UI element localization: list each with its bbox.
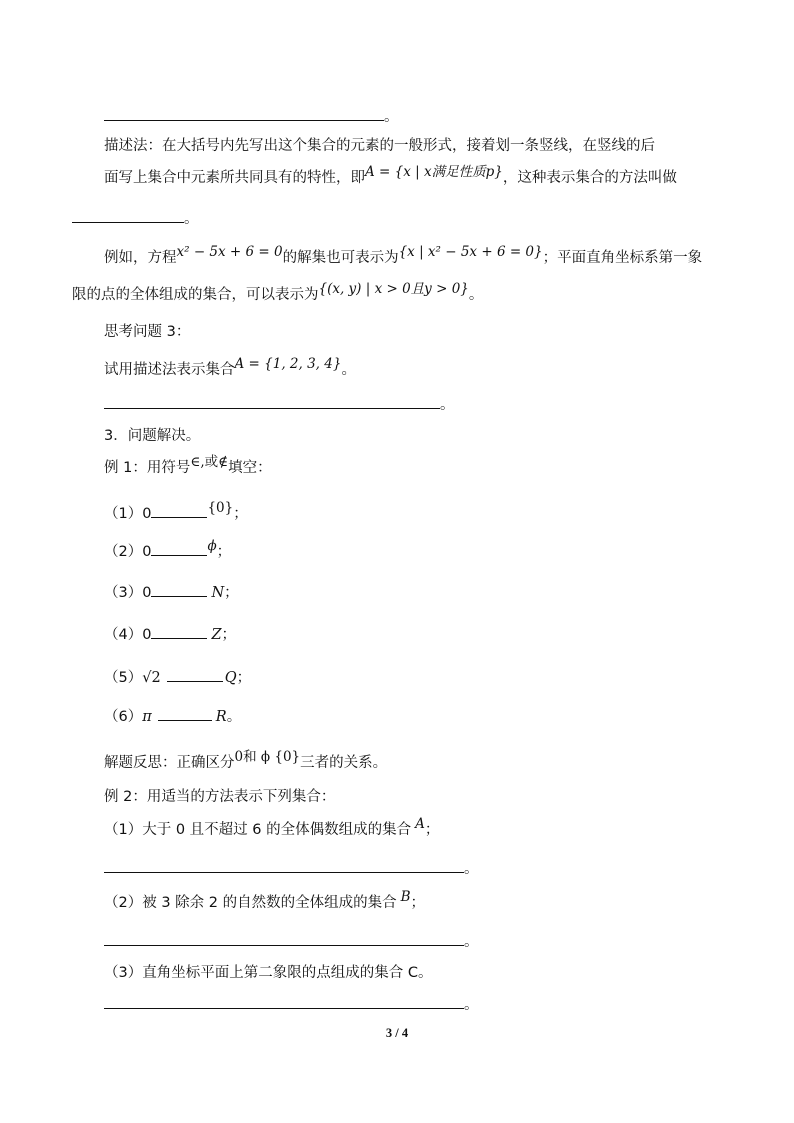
- blank-line[interactable]: [104, 106, 384, 121]
- example-line-1: 例如，方程x² − 5x + 6 = 0的解集也可表示为{x | x² − 5x + 6 = 0}；平面直角坐标系第一象: [104, 244, 703, 266]
- example-1-title: 例 1：用符号∈,或∉填空：: [104, 454, 272, 476]
- answer-line-1: 。: [104, 106, 399, 127]
- blank-line[interactable]: [158, 706, 212, 721]
- set-a-formula: A = {1, 2, 3, 4}: [234, 356, 342, 372]
- equation: x² − 5x + 6 = 0: [176, 244, 283, 260]
- page-number: 3 / 4: [385, 1026, 409, 1040]
- sets-formula: 0和 ϕ {0}: [234, 749, 301, 765]
- blank-line[interactable]: [72, 208, 184, 223]
- description-method-line-2: 面写上集合中元素所共同具有的特性，即A = {x | x满足性质p}，这种表示集合的方法叫做: [104, 164, 677, 186]
- think-question: 试用描述法表示集合A = {1, 2, 3, 4}。: [104, 356, 356, 378]
- example-2-answer-line: 。: [104, 994, 479, 1015]
- membership-symbols: ∈,或∉: [190, 454, 229, 470]
- example-2-item: （2）被 3 除余 2 的自然数的全体组成的集合 B；: [104, 889, 426, 911]
- example-2-item: （3）直角坐标平面上第二象限的点组成的集合 C。: [104, 965, 433, 981]
- description-method-line-1: 描述法：在大括号内先写出这个集合的元素的一般形式，接着划一条竖线，在竖线的后: [104, 138, 655, 154]
- blank-line[interactable]: [151, 503, 207, 518]
- example-1-item: （2）0 ϕ；: [104, 538, 232, 560]
- blank-line[interactable]: [104, 394, 440, 409]
- blank-line[interactable]: [104, 858, 464, 873]
- blank-line[interactable]: [104, 931, 464, 946]
- quadrant-set-formula: {(x, y) | x > 0且y > 0}: [318, 281, 469, 297]
- example-2-answer-line: 。: [104, 858, 479, 879]
- example-2-answer-line: 。: [104, 931, 479, 952]
- blank-line[interactable]: [151, 541, 207, 556]
- example-2-item: （1）大于 0 且不超过 6 的全体偶数组成的集合 A；: [104, 816, 440, 838]
- example-1-item: （6）π R。: [104, 706, 241, 727]
- blank-line[interactable]: [104, 994, 464, 1009]
- example-1-item: （5）√2 Q；: [104, 667, 251, 688]
- solution-set-formula: {x | x² − 5x + 6 = 0}: [398, 244, 543, 260]
- think-question-title: 思考问题 3：: [104, 324, 191, 340]
- example-1-item: （3）0 N；: [104, 582, 239, 603]
- description-method-line-3: 。: [72, 208, 199, 229]
- think-answer-line: 。: [104, 394, 455, 415]
- reflection-line: 解题反思：正确区分0和 ϕ {0}三者的关系。: [104, 749, 388, 771]
- section-3-title: 3．问题解决。: [104, 428, 201, 444]
- example-2-title: 例 2：用适当的方法表示下列集合：: [104, 789, 336, 805]
- blank-line[interactable]: [151, 582, 207, 597]
- blank-line[interactable]: [151, 624, 207, 639]
- blank-line[interactable]: [167, 667, 223, 682]
- example-line-2: 限的点的全体组成的集合，可以表示为{(x, y) | x > 0且y > 0}。: [72, 281, 484, 303]
- example-1-item: （4）0 Z；: [104, 624, 236, 645]
- set-builder-formula: A = {x | x满足性质p}: [365, 164, 503, 180]
- example-1-item: （1）0 {0}；: [104, 500, 248, 522]
